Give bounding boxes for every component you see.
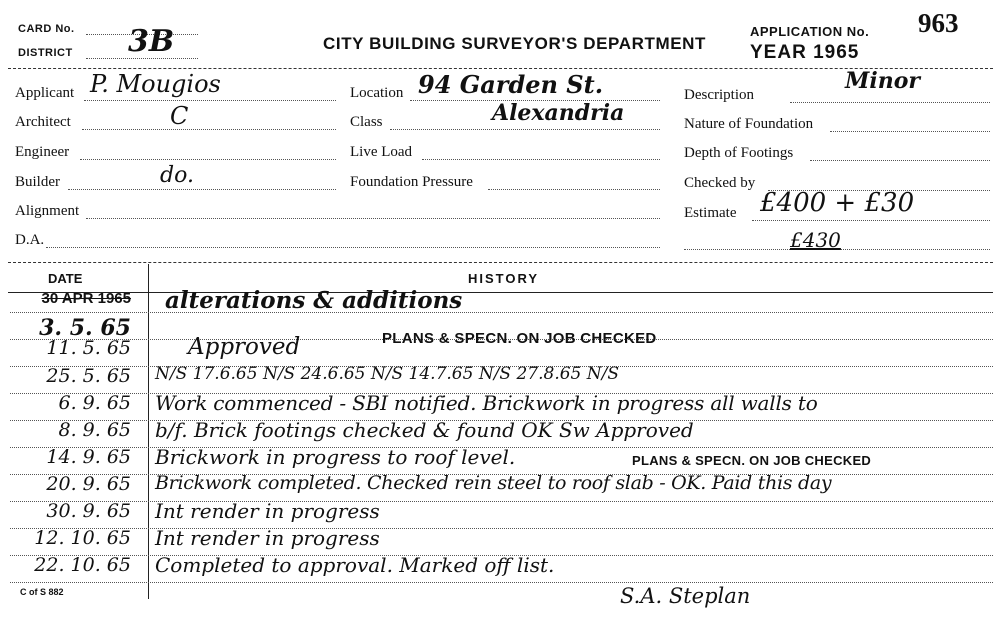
plans-checked-stamp: PLANS & SPECN. ON JOB CHECKED bbox=[382, 330, 657, 347]
history-header: HISTORY bbox=[468, 271, 540, 286]
department-title: CITY BUILDING SURVEYOR'S DEPARTMENT bbox=[323, 34, 707, 53]
description-label: Description bbox=[684, 87, 754, 103]
live-load-label: Live Load bbox=[350, 144, 413, 160]
district-label: DISTRICT bbox=[18, 47, 73, 59]
history-date: 6. 9. 65 bbox=[58, 392, 131, 414]
history-entry: N/S 17.6.65 N/S 24.6.65 N/S 14.7.65 N/S 27.8.65 N/S bbox=[155, 364, 620, 384]
history-entry: Int render in progress bbox=[155, 499, 380, 523]
application-no-value: 963 bbox=[918, 8, 959, 38]
history-entry: b/f. Brick footings checked & found OK Sw Approved bbox=[155, 418, 694, 442]
history-date: 12. 10. 65 bbox=[34, 527, 131, 549]
estimate-label: Estimate bbox=[684, 205, 737, 221]
builder-label: Builder bbox=[15, 174, 60, 190]
architect-value: C bbox=[170, 102, 189, 130]
engineer-line bbox=[80, 145, 336, 160]
da-label: D.A. bbox=[15, 232, 45, 248]
date-header: DATE bbox=[48, 271, 83, 286]
location-value-city: Alexandria bbox=[492, 100, 625, 126]
foundation-pressure-label: Foundation Pressure bbox=[350, 174, 473, 190]
history-entry: Brickwork in progress to roof level. bbox=[155, 445, 516, 469]
architect-label: Architect bbox=[15, 114, 71, 130]
depth-of-footings-label: Depth of Footings bbox=[684, 145, 794, 161]
foundation-pressure-line bbox=[488, 175, 660, 190]
builder-value: do. bbox=[160, 163, 194, 188]
location-label: Location bbox=[350, 85, 404, 101]
history-entry: Int render in progress bbox=[155, 526, 380, 550]
inspector-signature: S.A. Steplan bbox=[620, 584, 751, 608]
checked-by-label: Checked by bbox=[684, 175, 756, 191]
nature-of-foundation-line bbox=[830, 117, 990, 132]
class-label: Class bbox=[350, 114, 383, 130]
alignment-label: Alignment bbox=[15, 203, 80, 219]
depth-of-footings-line bbox=[810, 146, 990, 161]
estimate-value: £400 + £30 bbox=[760, 188, 915, 218]
applicant-label: Applicant bbox=[15, 85, 75, 101]
history-date: 22. 10. 65 bbox=[34, 554, 131, 576]
history-date: 20. 9. 65 bbox=[46, 473, 131, 495]
nature-of-foundation-label: Nature of Foundation bbox=[684, 116, 814, 132]
class-line bbox=[390, 115, 660, 130]
card-no-label: CARD No. bbox=[18, 23, 75, 35]
history-entry: Completed to approval. Marked off list. bbox=[155, 553, 555, 577]
location-value-street: 94 Garden St. bbox=[418, 70, 604, 99]
row-line bbox=[10, 582, 993, 583]
history-entry: Brickwork completed. Checked rein steel to roof slab - OK. Paid this day bbox=[155, 472, 832, 494]
history-date: 25. 5. 65 bbox=[46, 365, 131, 387]
builder-line bbox=[68, 175, 336, 190]
applicant-value: P. Mougios bbox=[90, 70, 221, 98]
year-label: YEAR 1965 bbox=[750, 42, 860, 63]
estimate-total: £430 bbox=[790, 228, 841, 252]
engineer-label: Engineer bbox=[15, 144, 70, 160]
history-header-rule bbox=[8, 292, 993, 293]
history-date: 14. 9. 65 bbox=[46, 446, 131, 468]
architect-line bbox=[82, 115, 336, 130]
history-top-separator bbox=[8, 262, 993, 263]
plans-checked-stamp: PLANS & SPECN. ON JOB CHECKED bbox=[632, 453, 872, 468]
date-column-divider bbox=[148, 264, 149, 599]
history-date: 8. 9. 65 bbox=[58, 419, 131, 441]
form-code: C of S 882 bbox=[20, 587, 64, 597]
district-value: 3B bbox=[128, 24, 175, 59]
history-date: 30. 9. 65 bbox=[46, 500, 131, 522]
history-entry: Approved bbox=[188, 334, 301, 360]
history-date: 3. 5. 65 bbox=[39, 315, 131, 341]
description-value: Minor bbox=[845, 68, 920, 94]
history-entry: alterations & additions bbox=[165, 287, 463, 314]
live-load-line bbox=[422, 145, 660, 160]
history-entry: Work commenced - SBI notified. Brickwork in progress all walls to bbox=[155, 391, 818, 415]
application-no-label: APPLICATION No. bbox=[750, 24, 870, 39]
row-line bbox=[10, 312, 993, 313]
da-line bbox=[46, 233, 660, 248]
alignment-line bbox=[86, 204, 660, 219]
history-date: 11. 5. 65 bbox=[46, 337, 131, 359]
history-date: 30 APR 1965 bbox=[41, 290, 131, 307]
